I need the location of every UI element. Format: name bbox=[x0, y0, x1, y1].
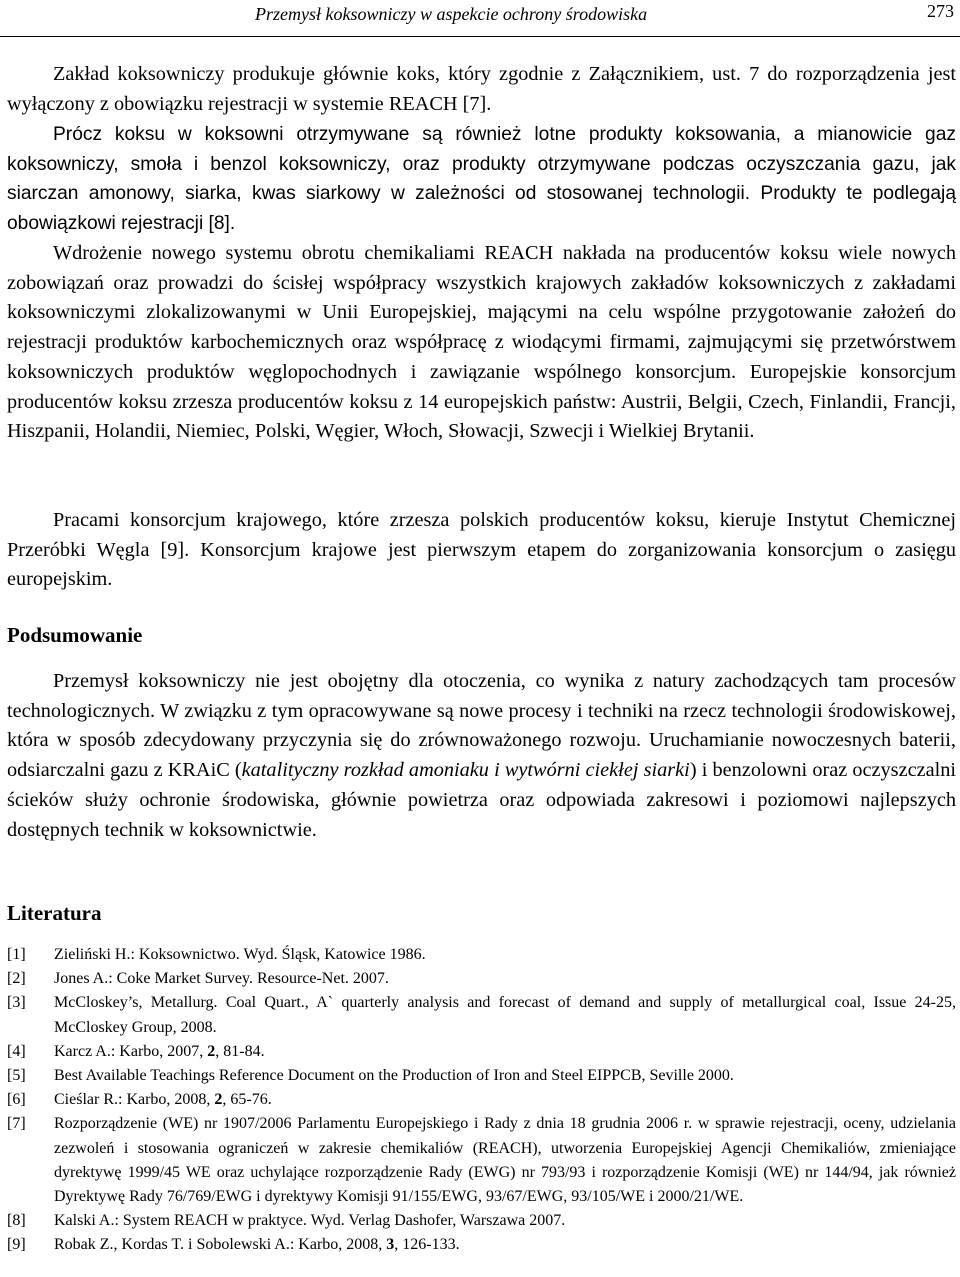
reference-text-pre: Karcz A.: Karbo, 2007, bbox=[54, 1042, 208, 1060]
reference-text-pre: Robak Z., Kordas T. i Sobolewski A.: Karbo, 2008, bbox=[54, 1236, 387, 1254]
paragraph-summary bbox=[7, 667, 956, 845]
reference-text: Rozporządzenie (WE) nr 1907/2006 Parlamentu Europejskiego i Rady z dnia 18 grudnia 2006 r. w sprawie rejestracji, oceny, udzielania zezwoleń i stosowania ograniczeń w zakresie chemikaliów (REACH), utworzenia Europejskiej Agencji Chemikaliów, zmieniające dyrektywę 1999/45 WE oraz uchylające rozporządzenie Rady (EWG) nr 793/93 i rozporządzenie Komisji (WE) nr 144/94, jak również Dyrektywę Rady 76/769/EWG i dyrektywy Komisji 91/155/EWG, 93/67/EWG, 93/105/WE i 2000/21/WE. bbox=[54, 1115, 956, 1206]
reference-number: [1] bbox=[7, 946, 26, 963]
running-title: Przemysł koksowniczy w aspekcie ochrony środowiska bbox=[255, 4, 648, 24]
reference-text: Zieliński H.: Koksownictwo. Wyd. Śląsk, Katowice 1986. bbox=[54, 946, 426, 963]
reference-text: Best Available Teachings Reference Document on the Production of Iron and Steel EIPPCB, Seville 2000. bbox=[54, 1067, 734, 1085]
reference-item bbox=[7, 1040, 956, 1064]
reference-number: [2] bbox=[7, 970, 26, 988]
reference-volume: 2 bbox=[214, 1091, 223, 1109]
reference-number: [6] bbox=[7, 1091, 26, 1109]
reference-text-post: , 81-84. bbox=[215, 1042, 265, 1060]
paragraph-reach-exemption: Zakład koksowniczy produkuje głównie koks, który zgodnie z Załącznikiem, ust. 7 do rozporządzenia jest wyłączony z obowiązku rejestracji w systemie REACH [7]. bbox=[7, 63, 956, 115]
reference-item bbox=[7, 1088, 956, 1112]
reference-item bbox=[7, 1209, 956, 1233]
summary-italic-text: katalityczny rozkład amoniaku i wytwórni ciekłej siarki bbox=[241, 759, 690, 782]
reference-number: [5] bbox=[7, 1067, 26, 1085]
reference-text: Kalski A.: System REACH w praktyce. Wyd. Verlag Dashofer, Warszawa 2007. bbox=[54, 1212, 566, 1230]
paragraph-reach-implementation: Wdrożenie nowego systemu obrotu chemikaliami REACH nakłada na producentów koksu wiele nowych zobowiązań oraz prowadzi do ścisłej współpracy wszystkich krajowych zakładów koksowniczych z zakładami koksowniczymi zlokalizowanymi w Unii Europejskiej, mającymi na celu wspólne przygotowanie założeń do rejestracji produktów karbochemicznych oraz współpracę z wiodącymi firmami, zajmującymi się przetwórstwem koksowniczych produktów węglopochodnych i zawiązanie wspólnego konsorcjum. Europejskie konsorcjum producentów koksu zrzesza producentów koksu z 14 europejskich państw: Austrii, Belgii, Czech, Finlandii, Francji, Hiszpanii, Holandii, Niemiec, Polski, Węgier, Włoch, Słowacji, Szwecji i Wielkiej Brytanii. bbox=[7, 242, 956, 443]
summary-text-part-2: ) i benzolowni oraz oczyszczalni ścieków służy ochronie środowiska, głównie powietrza oraz odpowiada zakresowi i poziomowi najlepszych dostępnych technik w koksownictwie. bbox=[7, 759, 956, 841]
reference-number: [7] bbox=[7, 1115, 26, 1133]
reference-text-post: , 65-76. bbox=[222, 1091, 272, 1109]
reference-text-pre: Cieślar R.: Karbo, 2008, bbox=[54, 1091, 215, 1109]
summary-text-part-1: Przemysł koksowniczy nie jest obojętny dla otoczenia, co wynika z natury zachodzących tam procesów technologicznych. W związku z tym opracowywane są nowe procesy i techniki na rzecz technologii środowiskowej, która w sposób zdecydowany przyczynia się do zrównoważonego rozwoju. Uruchamianie nowoczesnych baterii, odsiarczalni gazu z KRAiC ( bbox=[7, 670, 956, 782]
paragraph-national-consortium: Pracami konsorcjum krajowego, które zrzesza polskich producentów koksu, kieruje Instytut Chemicznej Przeróbki Węgla [9]. Konsorcjum krajowe jest pierwszym etapem do zorganizowania konsorcjum o zasięgu europejskim. bbox=[7, 509, 956, 591]
reference-item bbox=[7, 1233, 956, 1257]
reference-number: [8] bbox=[7, 1212, 26, 1230]
literature-heading: Literatura bbox=[7, 901, 102, 925]
reference-item bbox=[7, 991, 956, 1039]
reference-text-post: , 126-133. bbox=[394, 1236, 460, 1254]
reference-text: Jones A.: Coke Market Survey. Resource-Net. 2007. bbox=[54, 970, 389, 988]
running-header bbox=[0, 0, 960, 37]
reference-number: [4] bbox=[7, 1042, 26, 1060]
reference-number: [9] bbox=[7, 1236, 26, 1254]
reference-text: McCloskey’s, Metallurg. Coal Quart., A` quarterly analysis and forecast of demand and supply of metallurgical coal, Issue 24-25, McCloskey Group, 2008. bbox=[54, 994, 956, 1036]
reference-number: [3] bbox=[7, 994, 26, 1012]
page-number: 273 bbox=[927, 1, 954, 21]
reference-volume: 3 bbox=[386, 1236, 395, 1254]
reference-list bbox=[7, 943, 956, 1258]
reference-item bbox=[7, 1112, 956, 1209]
reference-volume: 2 bbox=[207, 1042, 216, 1060]
reference-item bbox=[7, 943, 956, 967]
paragraph-volatile-products: Prócz koksu w koksowni otrzymywane są również lotne produkty koksowania, a mianowicie gaz koksowniczy, smoła i benzol koksowniczy, oraz produkty otrzymywane podczas oczyszczania gazu, jak siarczan amonowy, siarka, kwas siarkowy w zależności od stosowanej technologii. Produkty te podlegają obowiązkowi rejestracji [8]. bbox=[7, 124, 956, 235]
summary-heading: Podsumowanie bbox=[7, 623, 143, 647]
reference-item bbox=[7, 1064, 956, 1088]
reference-item bbox=[7, 967, 956, 991]
